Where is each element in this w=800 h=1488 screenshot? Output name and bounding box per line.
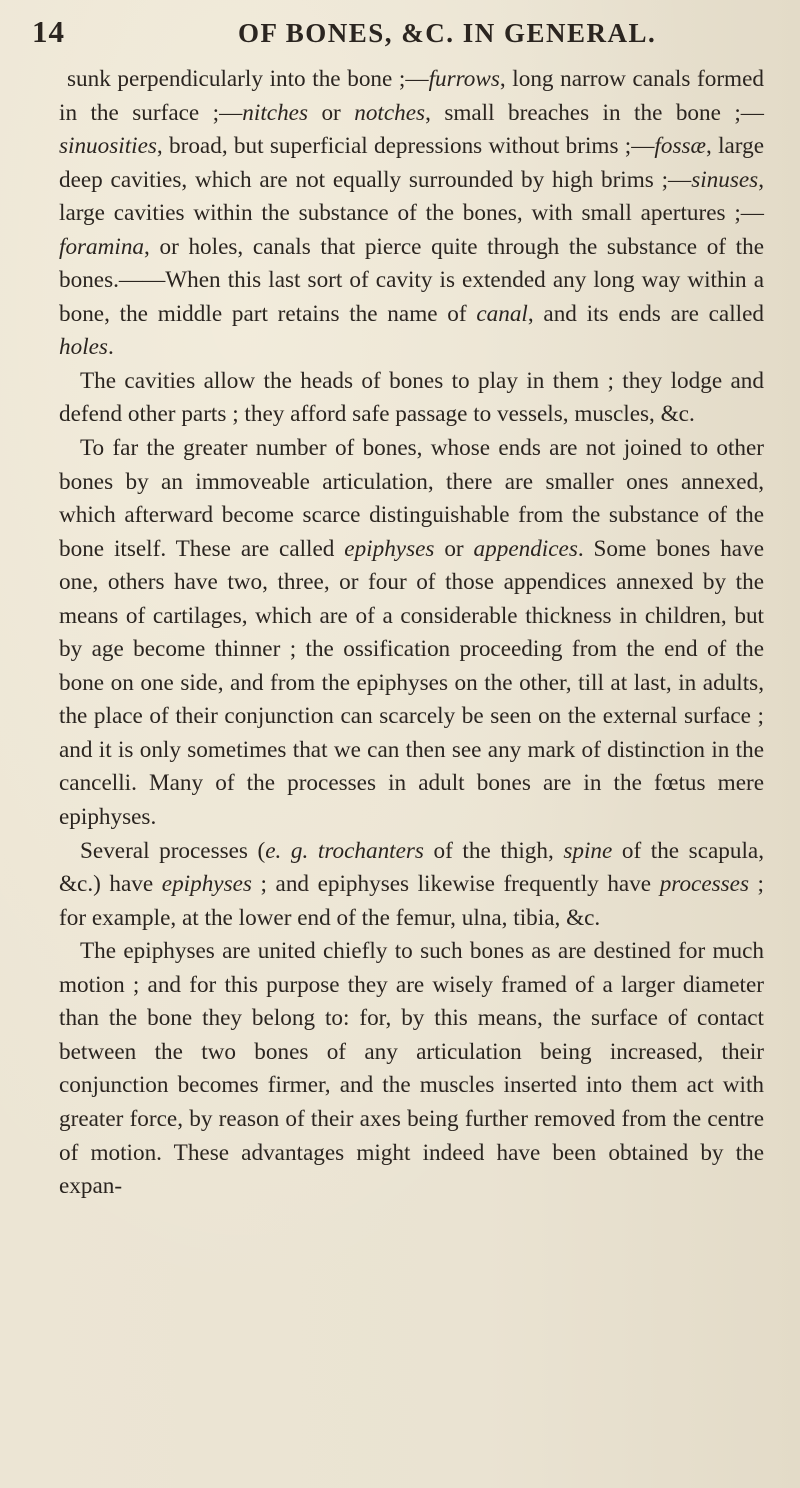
text-run: The cavities allow the heads of bones to play in them ; they lodge and defend other parts ; they afford safe passage to vessels, muscles, &c. [59, 367, 764, 428]
body-text [59, 63, 764, 1204]
italic-text: nitches [242, 99, 308, 126]
page-header [20, 14, 780, 54]
text-run: ; and epiphyses likewise frequently have [251, 871, 660, 898]
text-run: ; for example, at the lower end of the femur, ulna, tibia, &c. [59, 871, 765, 931]
italic-text: sinuses [691, 166, 759, 193]
text-run: , large cavities within the substance of the bones, with small apertures ;— [59, 166, 764, 227]
text-run: , or holes, canals that pierce quite through the substance of the bones.——When this last sort of cavity is extended any long way within a bone, the middle part retains the name of [59, 233, 764, 327]
italic-text: e. g. trochanters [265, 837, 424, 864]
italic-text: epiphyses [161, 871, 252, 898]
text-run: Several processes ( [80, 837, 266, 864]
italic-text: sinuosities [59, 133, 157, 160]
text-run: or [307, 99, 355, 126]
text-run: of the thigh, [423, 837, 564, 864]
paragraph [59, 835, 764, 936]
italic-text: fossæ [654, 133, 706, 160]
italic-text: furrows [428, 66, 500, 92]
text-run: , small breaches in the bone ;— [425, 99, 764, 126]
italic-text: spine [563, 837, 613, 864]
text-run: or [434, 535, 474, 562]
paragraph [59, 432, 764, 835]
text-run: The epiphyses are united chiefly to such bones as are destined for much motion ; and for this purpose they are wisely framed of a larger diameter than the bone they belong to: for, by this means, the surface of contact between the two bones of any articulation being increased, their conjunction becomes firmer, and the muscles inserted into them act with greater force, by reason of their axes being further removed from the centre of motion. These advantages might indeed have been obtained by the expan- [59, 938, 764, 1200]
italic-text: holes [59, 334, 108, 361]
text-run: sunk perpendicularly into the bone ;— [67, 66, 429, 92]
italic-text: foramina [59, 233, 145, 260]
text-run: , large deep cavities, which are not equally surrounded by high brims ;— [59, 133, 764, 193]
text-run: To far the greater number of bones, whose ends are not joined to other bones by an immoveable articulation, there are smaller ones annexed, which afterward become scarce distinguishable from the substance of the bone itself. These are called [59, 435, 764, 562]
italic-text: canal [476, 300, 528, 327]
italic-text: processes [659, 871, 749, 898]
text-run: . [107, 334, 114, 361]
paragraph [59, 365, 764, 432]
italic-text: appendices [473, 535, 578, 562]
paragraph [59, 63, 764, 365]
text-run: , broad, but superficial depressions without brims ;— [156, 133, 655, 160]
text-run: , and its ends are called [527, 300, 764, 327]
text-run: . Some bones have one, others have two, three, or four of those appendices annexed by the means of cartilages, which are of a considerable thickness in children, but by age become thinner ; the ossification proceeding from the end of the bone on one side, and from the epiphyses on the other, till at last, in adults, the place of their conjunction can scarcely be seen on the external surface ; and it is only sometimes that we can then see any mark of distinction in the cancelli. Many of the processes in adult bones are in the fœtus mere epiphyses. [59, 535, 764, 831]
text-run: of the scapula, &c.) have [59, 837, 765, 898]
running-title: OF BONES, &C. IN GENERAL. [238, 18, 657, 48]
italic-text: notches [354, 99, 426, 126]
text-run: , long narrow canals formed in the surface ;— [59, 66, 764, 126]
paragraph [59, 935, 764, 1203]
page-number: 14 [32, 14, 65, 49]
italic-text: epiphyses [344, 535, 435, 562]
